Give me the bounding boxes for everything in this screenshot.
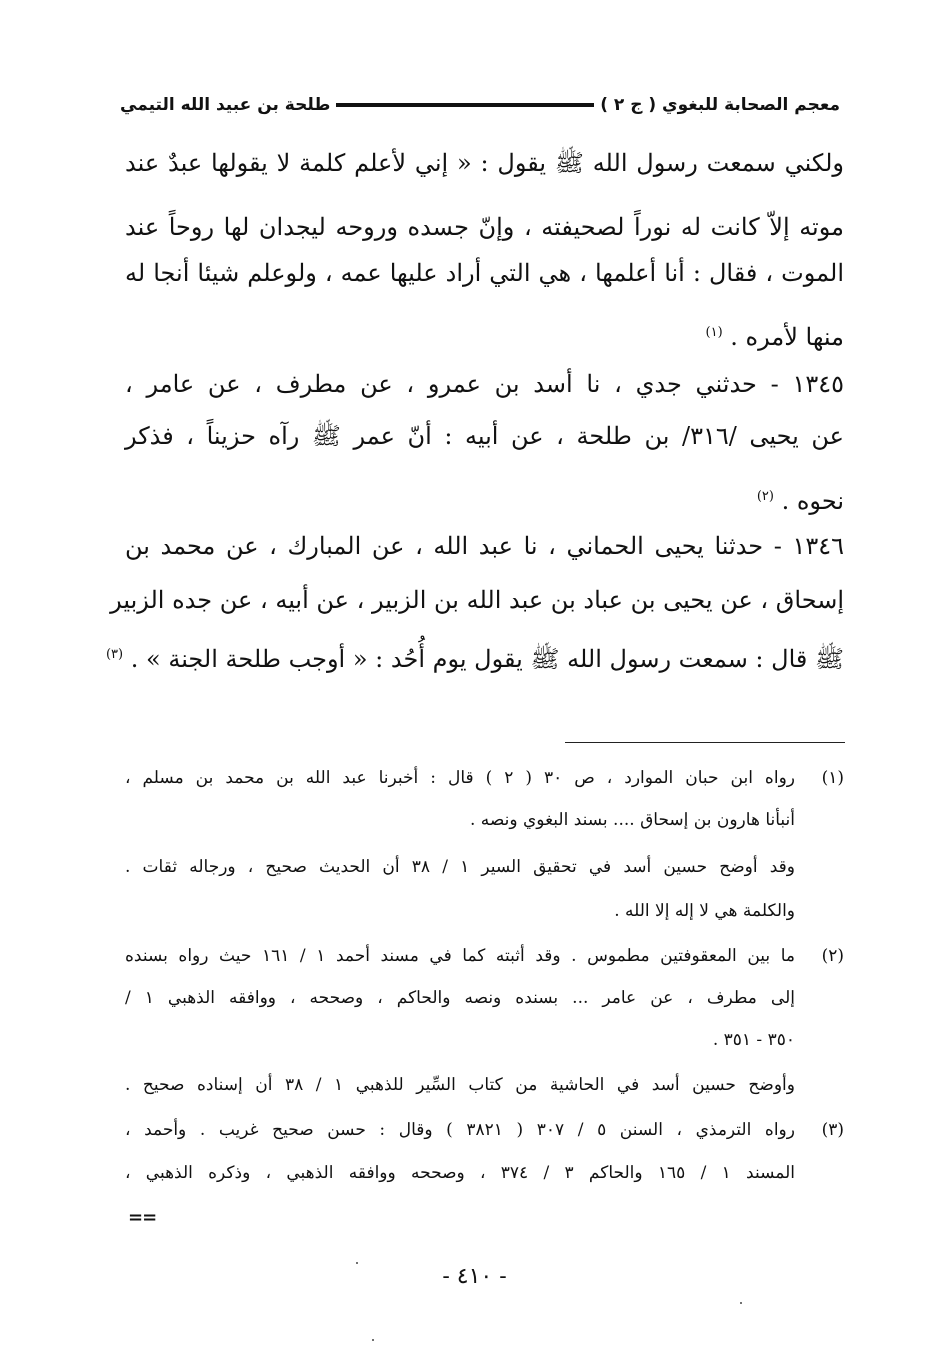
footnote-line-3: وقد أوضح حسين أسد في تحقيق السير ١ / ٣٨ أن الحديث صحيح ، ورجاله ثقات . (125, 857, 795, 877)
page-number: - ٤١٠ - (442, 1264, 507, 1289)
footnote-line-8: وأوضح حسين أسد في الحاشية من كتاب السِّير للذهبي ١ / ٣٨ أن إسناده صحيح . (125, 1075, 795, 1095)
book-title: معجم الصحابة للبغوي ( ج ٢ ) (600, 95, 840, 115)
scan-speck (372, 1339, 374, 1341)
body-line-3: الموت ، فقال : أنا أعلمها ، هي التي أراد عليها عمه ، ولوعلم شيئا أنجا له (125, 259, 844, 287)
section-title: طلحة بن عبيد الله التيمي (120, 95, 331, 115)
body-line-4 (125, 313, 844, 353)
footnote-line-9: رواه الترمذي ، السنن ٥ / ٣٠٧ ( ٣٨٢١ ) وقال : حسن صحيح غريب . وأحمد ، (125, 1120, 795, 1140)
body-line-7-text: نحوه . (781, 487, 844, 515)
body-line-7 (125, 477, 844, 517)
body-line-1: ولكني سمعت رسول الله ﷺ يقول : « إني لأعلم كلمة لا يقولها عبدٌ عند (125, 149, 844, 177)
header-rule (336, 103, 594, 107)
body-line-2: موته إلاّ كانت له نوراً لصحيفته ، وإنّ جسده وروحه ليجدان لها روحاً عند (125, 213, 844, 241)
body-line-10 (105, 635, 844, 675)
body-line-5: ١٣٤٥ - حدثني جدي ، نا أسد بن عمرو ، عن مطرف ، عن عامر ، (125, 370, 844, 398)
running-header (120, 92, 840, 118)
footnote-line-5: ما بين المعقوفتين مطموس . وقد أثبته كما في مسند أحمد ١ / ١٦١ حيث رواه بسنده (125, 946, 795, 966)
body-line-4-text: منها لأمره . (730, 323, 844, 351)
body-line-9: إسحاق ، عن يحيى بن عباد بن عبد الله بن الزبير ، عن أبيه ، عن جده الزبير (110, 586, 844, 614)
footnote-marker-2: (٢) (756, 489, 774, 504)
footnote-number-3: (٣) (821, 1120, 844, 1140)
continuation-mark: == (128, 1207, 157, 1228)
footnote-separator (565, 742, 845, 743)
footnote-line-10: المسند ١ / ١٦٥ والحاكم ٣ / ٣٧٤ ، وصححه ووافقه الذهبي ، وذكره الذهبي ، (125, 1163, 795, 1183)
footnote-line-6: إلى مطرف ، عن عامر ... بسنده ونصه والحاكم ، وصححه ، ووافقه الذهبي ١ / (125, 988, 795, 1008)
scan-speck (356, 1262, 358, 1264)
body-line-6: عن يحيى /٣١٦/ بن طلحة ، عن أبيه : أنّ عمر ﷺ رآه حزيناً ، فذكر (125, 422, 844, 450)
footnote-line-1: رواه ابن حبان الموارد ، ص ٣٠ ( ٢ ) قال : أخبرنا عبد الله بن محمد بن مسلم ، (125, 768, 795, 788)
footnote-number-2: (٢) (821, 946, 844, 966)
footnote-number-1: (١) (821, 768, 844, 788)
scan-speck (740, 1302, 742, 1304)
body-line-10-text: ﷺ قال : سمعت رسول الله ﷺ يقول يوم أُحُد : « أوجب طلحة الجنة » . (130, 645, 844, 673)
body-line-8: ١٣٤٦ - حدثنا يحيى الحماني ، نا عبد الله ، عن المبارك ، عن محمد بن (125, 532, 844, 560)
footnote-marker-1: (١) (705, 325, 723, 340)
footnote-marker-3: (٣) (105, 647, 124, 662)
footnote-line-4: والكلمة هي لا إله إلا الله . (614, 901, 795, 921)
footnote-line-7: ٣٥٠ - ٣٥١ . (712, 1030, 795, 1050)
footnote-line-2: أنبأنا هارون بن إسحاق .... بسند البغوي ونصه . (469, 810, 795, 830)
